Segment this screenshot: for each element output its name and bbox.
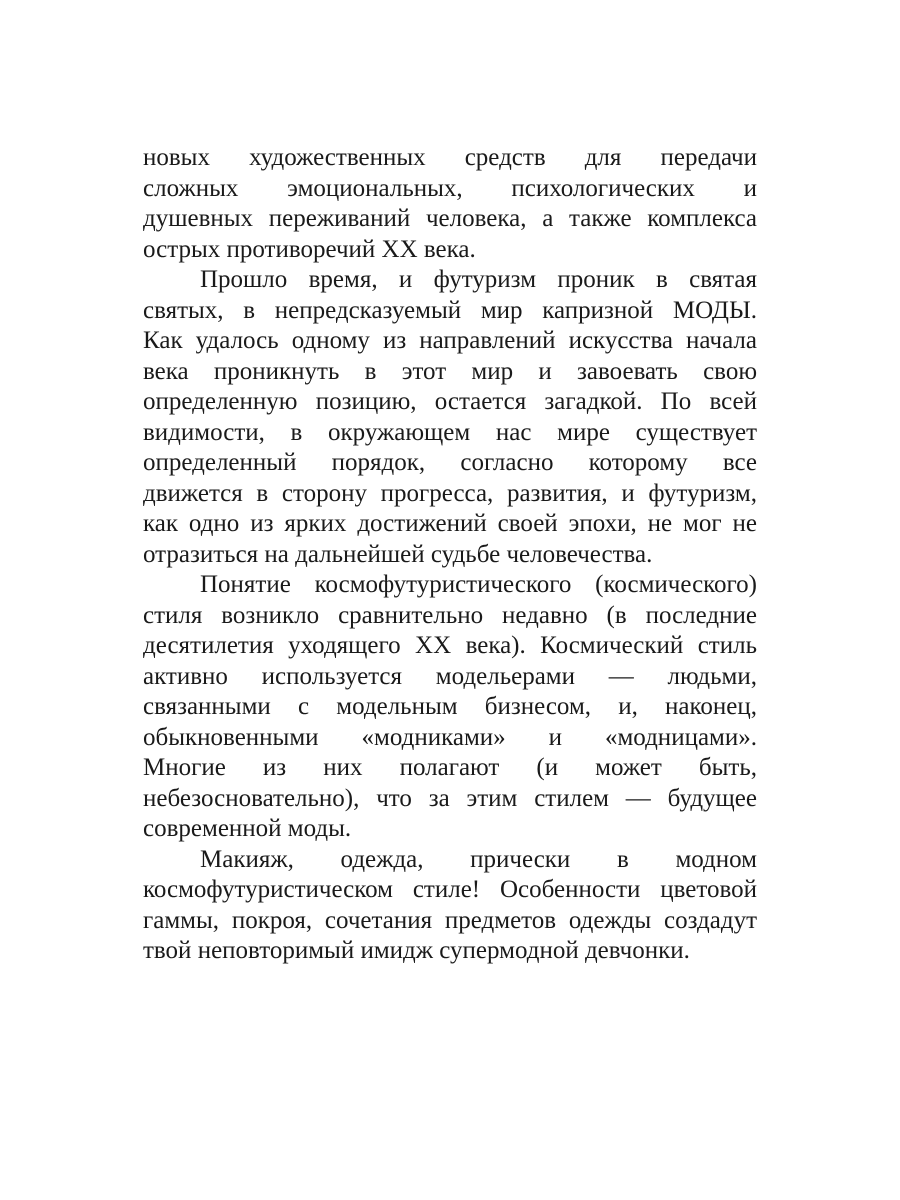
text-line: гаммы, покроя, сочетания предметов одежды создадут bbox=[143, 906, 757, 934]
text-line: как одно из ярких достижений своей эпохи, не мог не bbox=[143, 510, 757, 537]
text-line: определенный порядок, согласно которому все bbox=[143, 449, 757, 476]
text-line: Как удалось одному из направлений искусства начала bbox=[143, 327, 757, 354]
text-line: современной моды. bbox=[143, 815, 352, 842]
paragraph-first-line: Прошло время, и футуризм проник в святая bbox=[200, 266, 757, 293]
text-line: отразиться на дальнейшей судьбе человечества. bbox=[143, 540, 653, 568]
text-line: движется в сторону прогресса, развития, и футуризм, bbox=[143, 479, 757, 507]
text-line: душевных переживаний человека, а также комплекса bbox=[143, 205, 757, 232]
text-line: обыкновенными «модниками» и «модницами». bbox=[143, 723, 757, 751]
text-line: твой неповторимый имидж супермодной девчонки. bbox=[143, 937, 690, 964]
text-line: сложных эмоциональных, психологических и bbox=[143, 174, 757, 202]
paragraph-first-line: Макияж, одежда, прически в модном bbox=[200, 845, 757, 873]
text-line: определенную позицию, остается загадкой. По всей bbox=[143, 388, 757, 415]
text-line: активно используется модельерами — людьми, bbox=[143, 662, 757, 690]
text-line: святых, в непредсказуемый мир капризной МОДЫ. bbox=[143, 296, 757, 324]
text-line: века проникнуть в этот мир и завоевать свою bbox=[143, 357, 757, 385]
text-line: десятилетия уходящего XX века). Космический стиль bbox=[143, 632, 757, 659]
text-line: Многие из них полагают (и может быть, bbox=[143, 754, 757, 781]
text-line: стиля возникло сравнительно недавно (в последние bbox=[143, 601, 757, 629]
text-line: связанными с модельным бизнесом, и, наконец, bbox=[143, 693, 757, 720]
body-text bbox=[143, 143, 757, 967]
text-line: небезосновательно), что за этим стилем — будущее bbox=[143, 784, 757, 812]
text-line: острых противоречий XX века. bbox=[143, 235, 476, 263]
text-line: космофутуристическом стиле! Особенности цветовой bbox=[143, 876, 757, 903]
text-line: новых художественных средств для передачи bbox=[143, 144, 757, 171]
paragraph-first-line: Понятие космофутуристического (космического) bbox=[200, 571, 757, 598]
text-line: видимости, в окружающем нас мире существует bbox=[143, 418, 757, 446]
